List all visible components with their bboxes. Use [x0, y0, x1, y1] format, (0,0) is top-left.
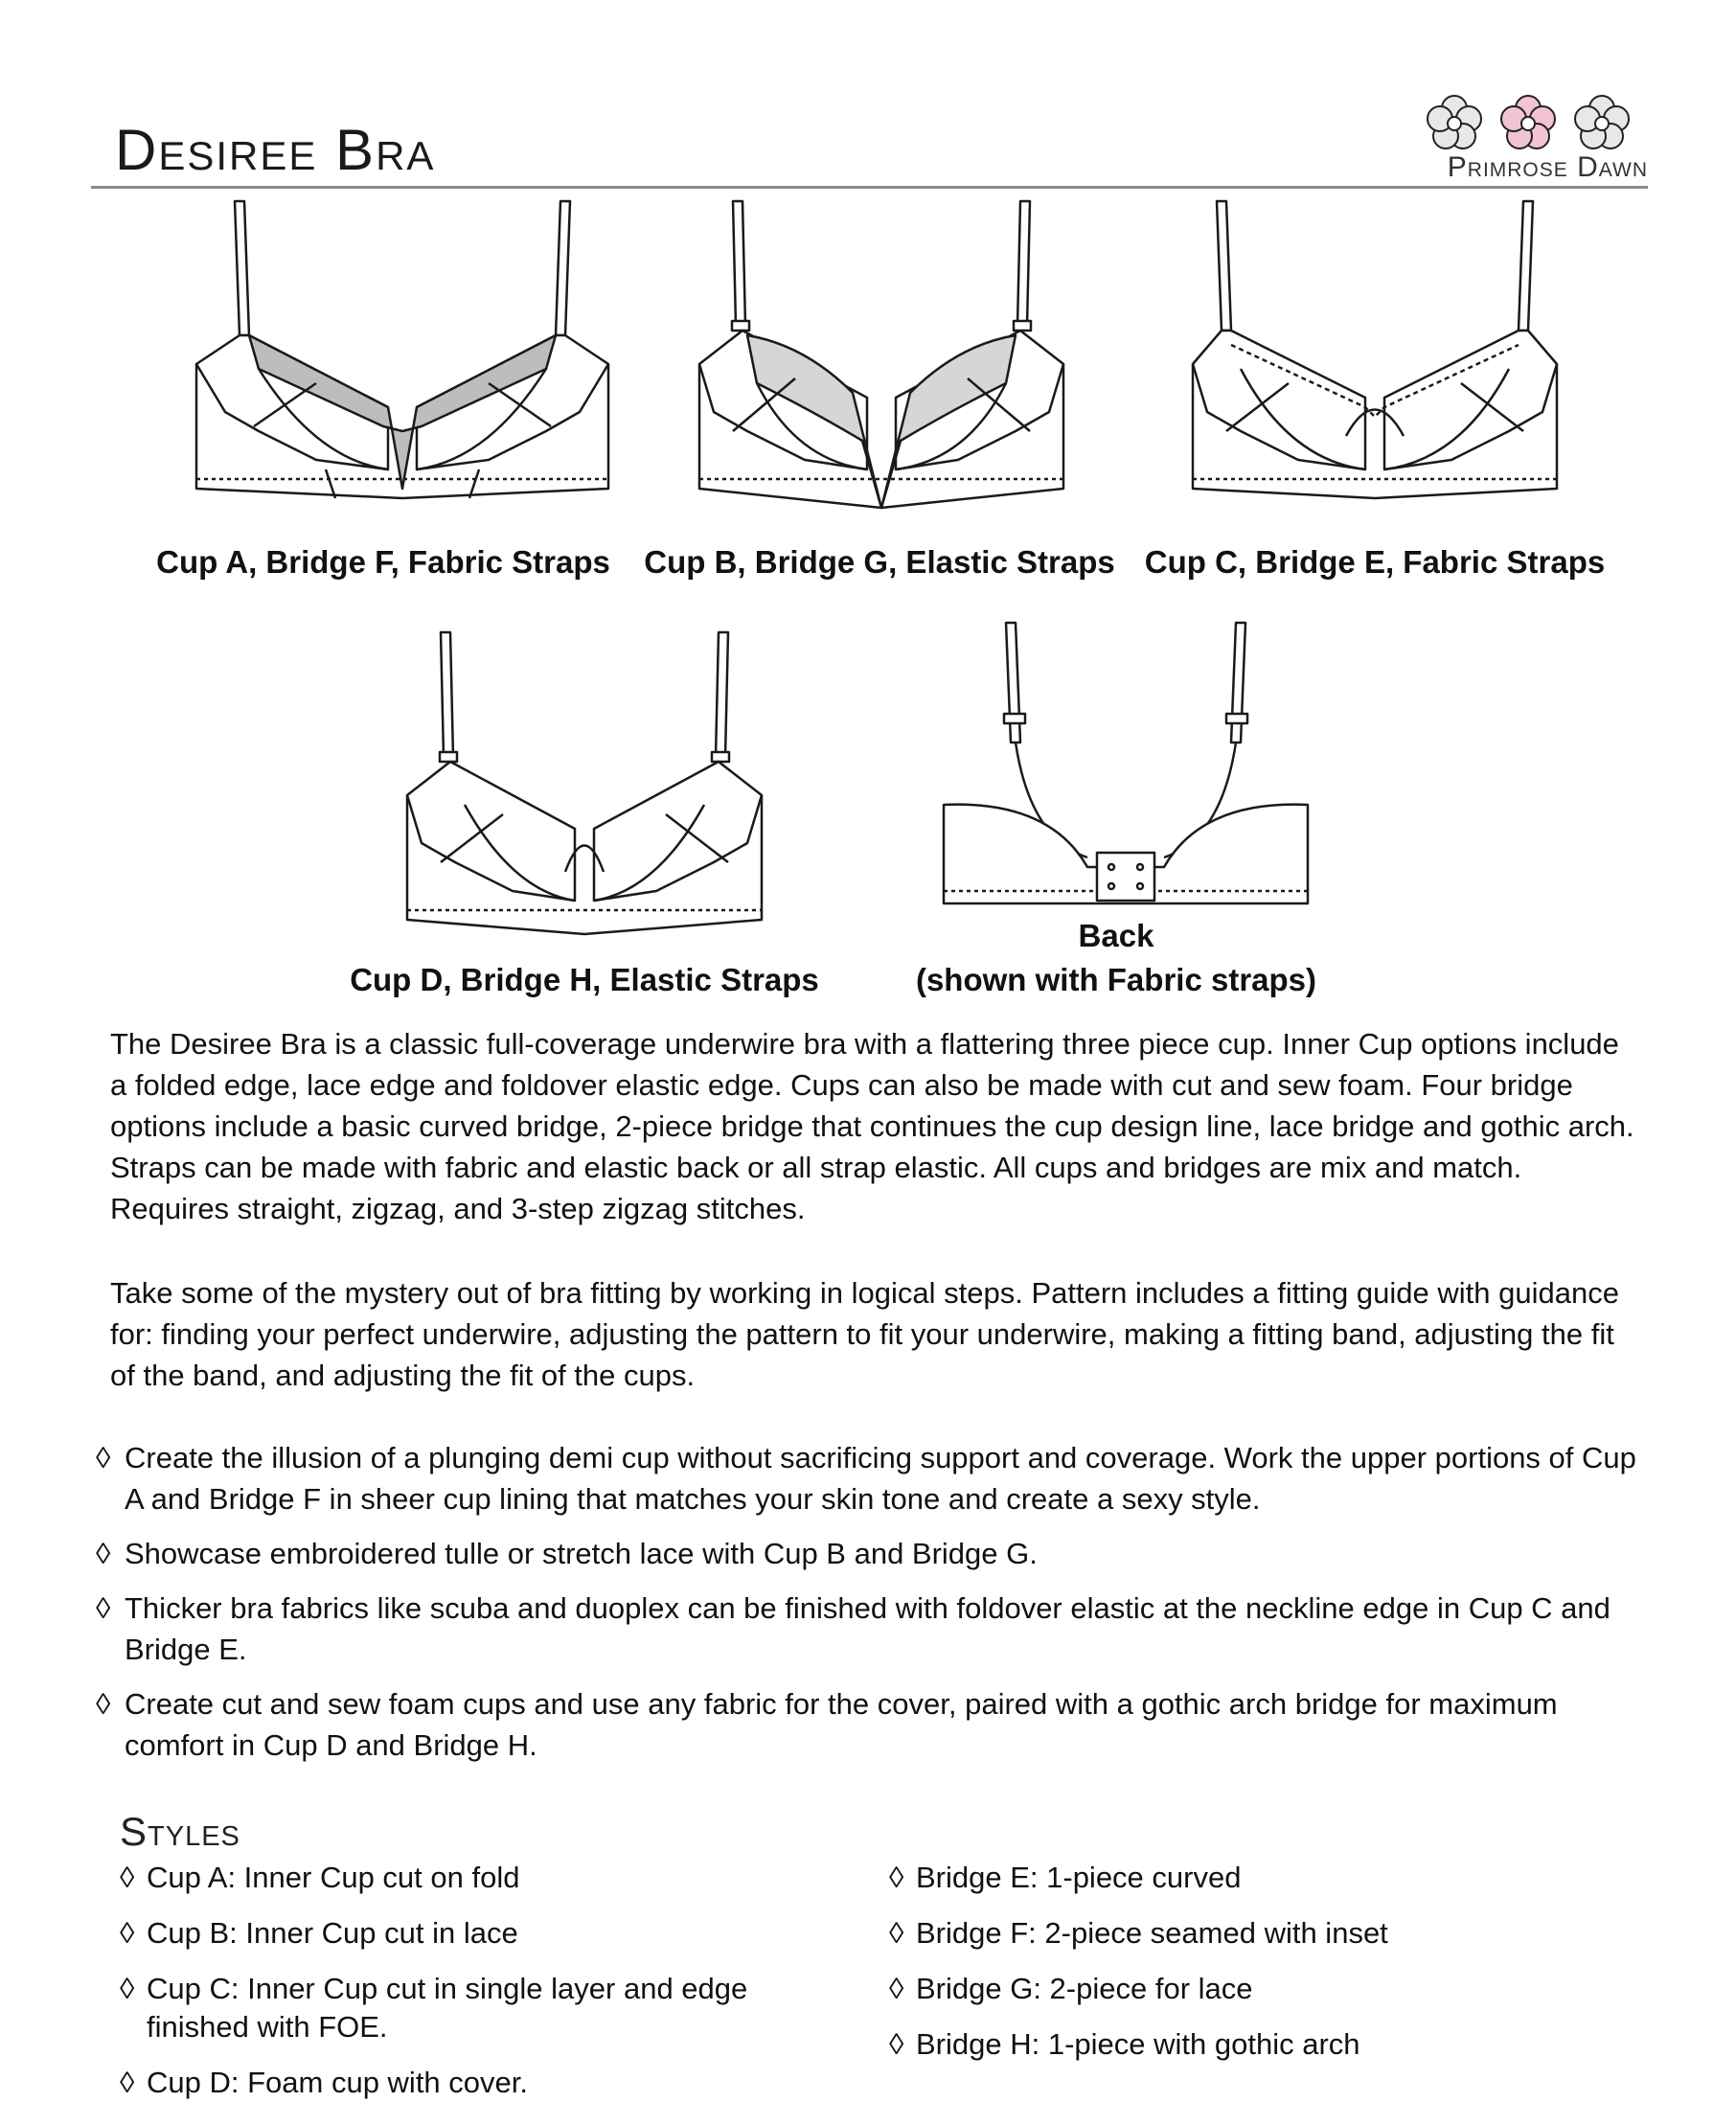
diamond-icon: ◊: [96, 1591, 111, 1625]
styles-heading: Styles: [120, 1809, 240, 1854]
page-title: Desiree Bra: [115, 118, 436, 182]
diamond-icon: ◊: [889, 1972, 904, 2005]
cup-a-bra-sketch: [182, 192, 623, 517]
brand-name: Primrose Dawn: [1447, 151, 1648, 183]
diamond-icon: ◊: [120, 1972, 135, 2005]
diamond-icon: ◊: [889, 1916, 904, 1950]
feature-item: ◊ Create the illusion of a plunging demi cup without sacrificing support and coverage. Work the upper portions of Cup A and Bridge F in sheer cup lining that matches your skin tone and create a sexy style.: [96, 1437, 1648, 1519]
diamond-icon: ◊: [120, 1916, 135, 1950]
bridge-style-item: ◊ Bridge E: 1-piece curved: [889, 1859, 1579, 1897]
feature-list: [96, 1437, 1648, 1779]
caption-cup-c: Cup C, Bridge E, Fabric Straps: [1144, 544, 1606, 580]
bridge-style-item: ◊ Bridge H: 1-piece with gothic arch: [889, 2025, 1579, 2064]
cup-styles-list: [120, 1859, 810, 2119]
flower-logo-icon: [1418, 92, 1638, 155]
bridge-style-item: ◊ Bridge G: 2-piece for lace: [889, 1970, 1579, 2008]
description-paragraph-2: Take some of the mystery out of bra fitting by working in logical steps. Pattern includes a fitting guide with guidance for: finding your perfect underwire, adjusting the pattern to fit your underwire, making a fitting band, adjusting the fit of the band, and adjusting the fit of the cups.: [110, 1276, 1619, 1392]
cup-style-item: ◊ Cup C: Inner Cup cut in single layer and edge finished with FOE.: [120, 1972, 748, 2044]
diamond-icon: ◊: [889, 1861, 904, 1894]
feature-item: ◊ Thicker bra fabrics like scuba and duoplex can be finished with foldover elastic at the neckline edge in Cup C and Bridge E.: [96, 1588, 1648, 1670]
caption-back-note: (shown with Fabric straps): [915, 962, 1317, 997]
header-divider: [91, 186, 1648, 189]
caption-back-title: Back: [1078, 918, 1154, 953]
feature-item: ◊ Showcase embroidered tulle or stretch lace with Cup B and Bridge G.: [96, 1533, 1648, 1574]
diamond-icon: ◊: [120, 1861, 135, 1894]
diamond-icon: ◊: [120, 2066, 135, 2099]
description-paragraph-1: The Desiree Bra is a classic full-coverage underwire bra with a flattering three piece cup. Inner Cup options include a folded edge, lace edge and foldover elastic edge. Cups can also be made with cut and sew foam. Four bridge options include a basic curved bridge, 2-piece bridge that continues the cup design line, lace bridge and gothic arch. Straps can be made with fabric and elastic back or all strap elastic. All cups and bridges are mix and match. Requires straight, zigzag, and 3-step zigzag stitches.: [110, 1027, 1634, 1225]
back-view-sketch: [934, 618, 1317, 915]
feature-item: ◊ Create cut and sew foam cups and use any fabric for the cover, paired with a gothic arch bridge for maximum comfort in Cup D and Bridge H.: [96, 1683, 1648, 1766]
caption-cup-b: Cup B, Bridge G, Elastic Straps: [644, 544, 1115, 580]
cup-b-bra-sketch: [690, 192, 1073, 517]
cup-style-item: ◊ Cup D: Foam cup with cover.: [120, 2064, 810, 2102]
diamond-icon: ◊: [889, 2027, 904, 2061]
caption-cup-a: Cup A, Bridge F, Fabric Straps: [156, 544, 610, 580]
bridge-styles-list: [889, 1859, 1579, 2081]
diamond-icon: ◊: [96, 1441, 111, 1474]
cup-style-item: ◊ Cup A: Inner Cup cut on fold: [120, 1859, 810, 1897]
cup-d-bra-sketch: [398, 623, 781, 948]
cup-c-bra-sketch: [1183, 192, 1566, 517]
diamond-icon: ◊: [96, 1537, 111, 1570]
bridge-style-item: ◊ Bridge F: 2-piece seamed with inset: [889, 1914, 1579, 1953]
caption-cup-d: Cup D, Bridge H, Elastic Straps: [350, 962, 819, 997]
cup-style-item: ◊ Cup B: Inner Cup cut in lace: [120, 1914, 810, 1953]
diamond-icon: ◊: [96, 1687, 111, 1721]
